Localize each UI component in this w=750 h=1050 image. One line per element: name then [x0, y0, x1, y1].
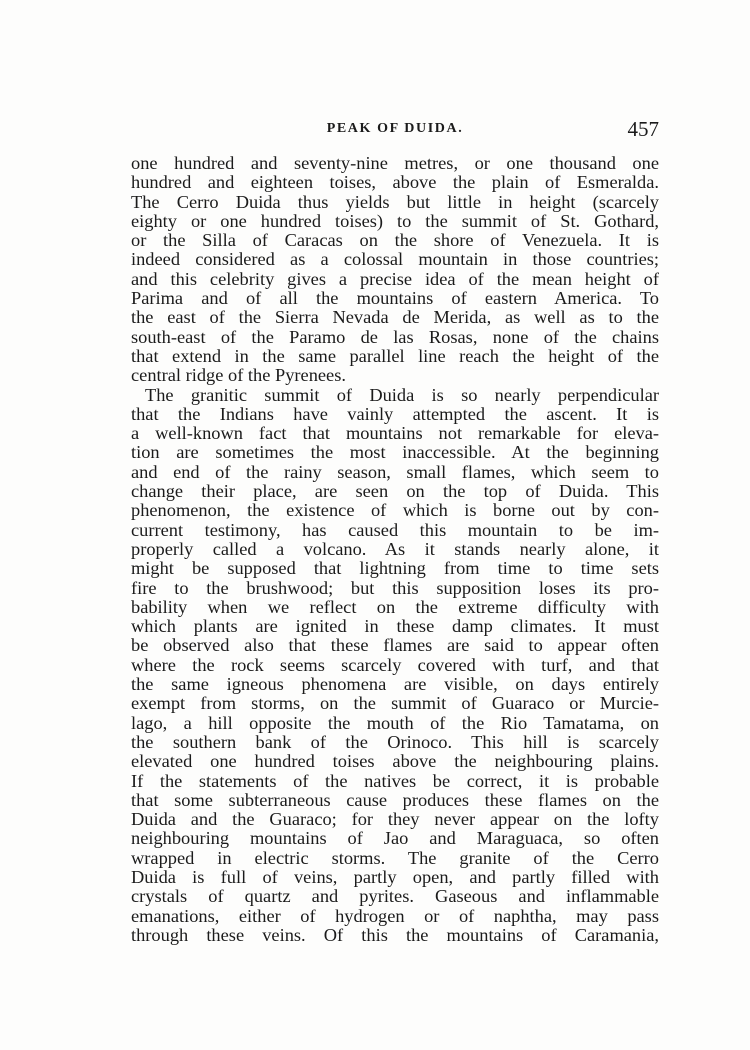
text-line: exempt from storms, on the summit of Guaraco or Murcie-: [131, 693, 659, 714]
text-line: properly called a volcano. As it stands nearly alone, it: [131, 538, 659, 559]
text-line: wrapped in electric storms. The granite of the Cerro: [131, 847, 659, 868]
text-line: elevated one hundred toises above the neighbouring plains.: [131, 751, 659, 772]
text-line: The granitic summit of Duida is so nearly perpendicular: [145, 384, 659, 405]
text-line: might be supposed that lightning from time to time sets: [131, 558, 659, 579]
text-line: fire to the brushwood; but this supposition loses its pro-: [131, 577, 659, 598]
text-line: which plants are ignited in these damp climates. It must: [131, 616, 659, 637]
text-line: the east of the Sierra Nevada de Merida, as well as to the: [131, 307, 659, 328]
text-line: change their place, are seen on the top of Duida. This: [131, 481, 659, 502]
text-line: the southern bank of the Orinoco. This hill is scarcely: [131, 731, 659, 752]
text-line: a well-known fact that mountains not remarkable for eleva-: [131, 423, 659, 444]
text-line: indeed considered as a colossal mountain in those countries;: [131, 249, 659, 270]
text-line: where the rock seems scarcely covered with turf, and that: [131, 654, 659, 675]
text-line: through these veins. Of this the mountains of Caramania,: [131, 924, 659, 945]
text-line: crystals of quartz and pyrites. Gaseous and inflammable: [131, 886, 659, 907]
text-line: phenomenon, the existence of which is borne out by con-: [131, 500, 659, 521]
text-line: that some subterraneous cause produces these flames on the: [131, 789, 659, 810]
text-line: Duida and the Guaraco; for they never appear on the lofty: [131, 809, 659, 830]
page-number: 457: [627, 117, 659, 141]
text-line: hundred and eighteen toises, above the plain of Esmeralda.: [131, 172, 659, 193]
text-line: emanations, either of hydrogen or of naphtha, may pass: [131, 905, 659, 926]
text-line: The Cerro Duida thus yields but little in height (scarcely: [131, 191, 659, 212]
text-line: Duida is full of veins, partly open, and partly filled with: [131, 866, 659, 887]
text-line: the same igneous phenomena are visible, on days entirely: [131, 674, 659, 695]
text-line: neighbouring mountains of Jao and Maraguaca, so often: [131, 828, 659, 849]
text-line: or the Silla of Caracas on the shore of Venezuela. It is: [131, 230, 659, 251]
body-text: [131, 154, 659, 945]
text-line: be observed also that these flames are said to appear often: [131, 635, 659, 656]
text-line: bability when we reflect on the extreme difficulty with: [131, 596, 659, 617]
text-line: one hundred and seventy-nine metres, or one thousand one: [131, 153, 659, 173]
running-head: [131, 117, 659, 143]
text-line: and this celebrity gives a precise idea of the mean height of: [131, 268, 659, 289]
text-line: that the Indians have vainly attempted the ascent. It is: [131, 403, 659, 424]
text-line: central ridge of the Pyrenees.: [131, 365, 346, 386]
running-title: PEAK OF DUIDA.: [326, 121, 464, 136]
text-line: lago, a hill opposite the mouth of the Rio Tamatama, on: [131, 712, 659, 733]
text-line: that extend in the same parallel line reach the height of the: [131, 345, 659, 366]
text-line: south-east of the Paramo de las Rosas, none of the chains: [131, 326, 659, 347]
text-line: current testimony, has caused this mountain to be im-: [131, 519, 659, 540]
text-line: Parima and of all the mountains of eastern America. To: [131, 288, 659, 309]
text-line: and end of the rainy season, small flames, which seem to: [131, 461, 659, 482]
text-line: If the statements of the natives be correct, it is probable: [131, 770, 659, 791]
text-line: tion are sometimes the most inaccessible. At the beginning: [131, 442, 659, 463]
text-line: eighty or one hundred toises) to the summit of St. Gothard,: [131, 210, 659, 231]
